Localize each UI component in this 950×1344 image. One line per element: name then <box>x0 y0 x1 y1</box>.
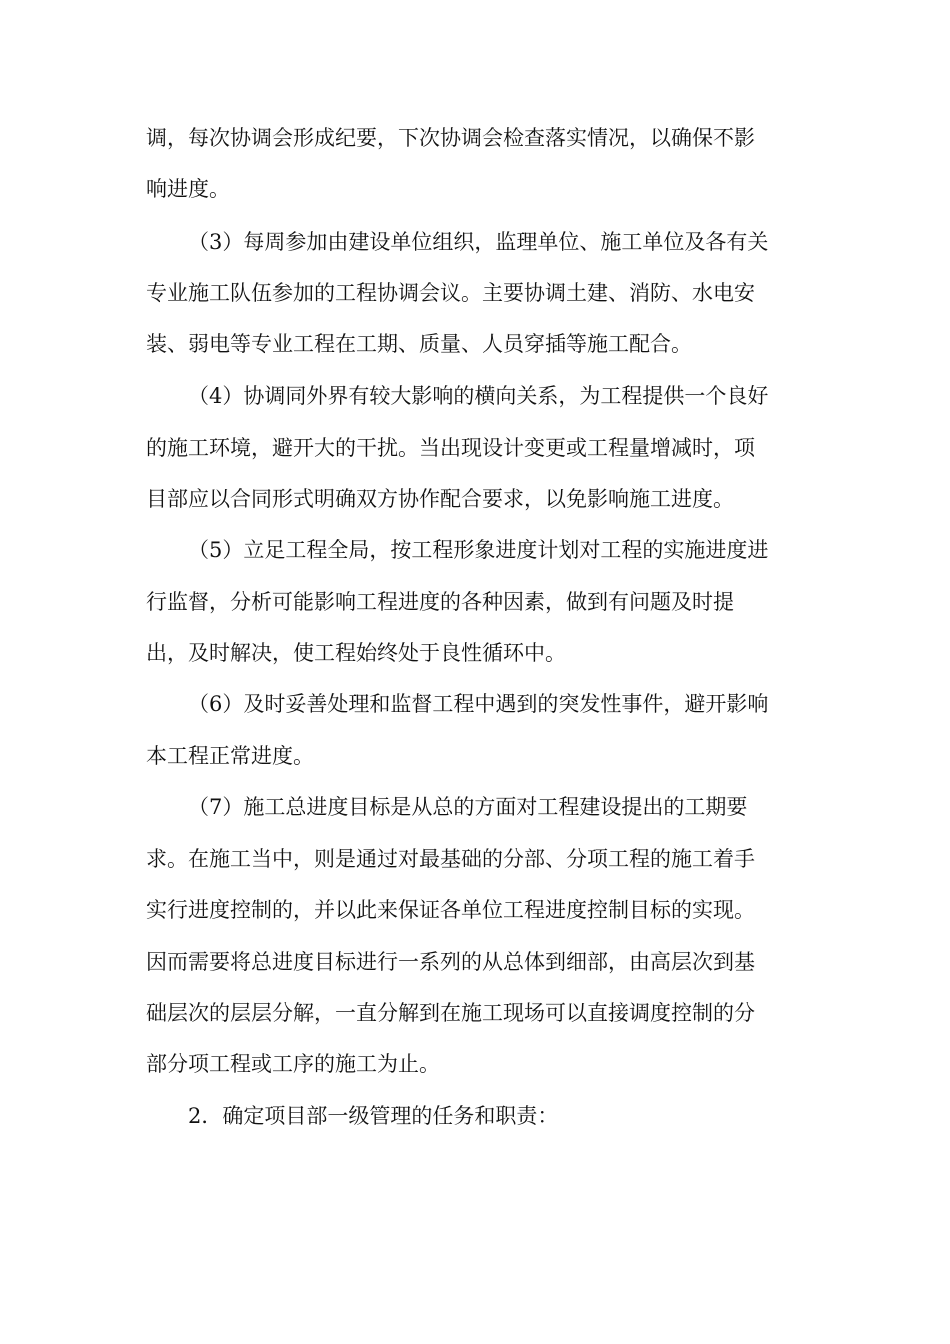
paragraph-line: （5）立足工程全局，按工程形象进度计划对工程的实施进度进 <box>188 538 769 562</box>
paragraph-line: （4）协调同外界有较大影响的横向关系，为工程提供一个良好 <box>188 384 769 408</box>
paragraph-line: 出，及时解决，使工程始终处于良性循环中。 <box>146 641 566 665</box>
paragraph-line: 础层次的层层分解，一直分解到在施工现场可以直接调度控制的分 <box>146 1001 755 1025</box>
paragraph-line: 调，每次协调会形成纪要，下次协调会检查落实情况，以确保不影 <box>146 126 755 150</box>
paragraph-line: 行监督，分析可能影响工程进度的各种因素，做到有问题及时提 <box>146 590 734 614</box>
paragraph-line: 目部应以合同形式明确双方协作配合要求，以免影响施工进度。 <box>146 487 734 511</box>
paragraph-line: 专业施工队伍参加的工程协调会议。主要协调土建、消防、水电安 <box>146 281 755 305</box>
paragraph-line: （6）及时妥善处理和监督工程中遇到的突发性事件，避开影响 <box>188 692 769 716</box>
paragraph-line: 响进度。 <box>146 177 230 201</box>
paragraph-line: 实行进度控制的，并以此来保证各单位工程进度控制目标的实现。 <box>146 898 755 922</box>
paragraph-line: （3）每周参加由建设单位组织，监理单位、施工单位及各有关 <box>188 230 769 254</box>
paragraph-line: 因而需要将总进度目标进行一系列的从总体到细部，由高层次到基 <box>146 950 755 974</box>
paragraph-line: （7）施工总进度目标是从总的方面对工程建设提出的工期要 <box>188 795 748 819</box>
paragraph-line: 装、弱电等专业工程在工期、质量、人员穿插等施工配合。 <box>146 332 692 356</box>
paragraph-line: 部分项工程或工序的施工为止。 <box>146 1052 440 1076</box>
paragraph-line: 求。在施工当中，则是通过对最基础的分部、分项工程的施工着手 <box>146 847 755 871</box>
paragraph-line: 的施工环境，避开大的干扰。当出现设计变更或工程量增减时，项 <box>146 436 755 460</box>
section-heading: 2．确定项目部一级管理的任务和职责： <box>188 1104 559 1128</box>
paragraph-line: 本工程正常进度。 <box>146 744 314 768</box>
